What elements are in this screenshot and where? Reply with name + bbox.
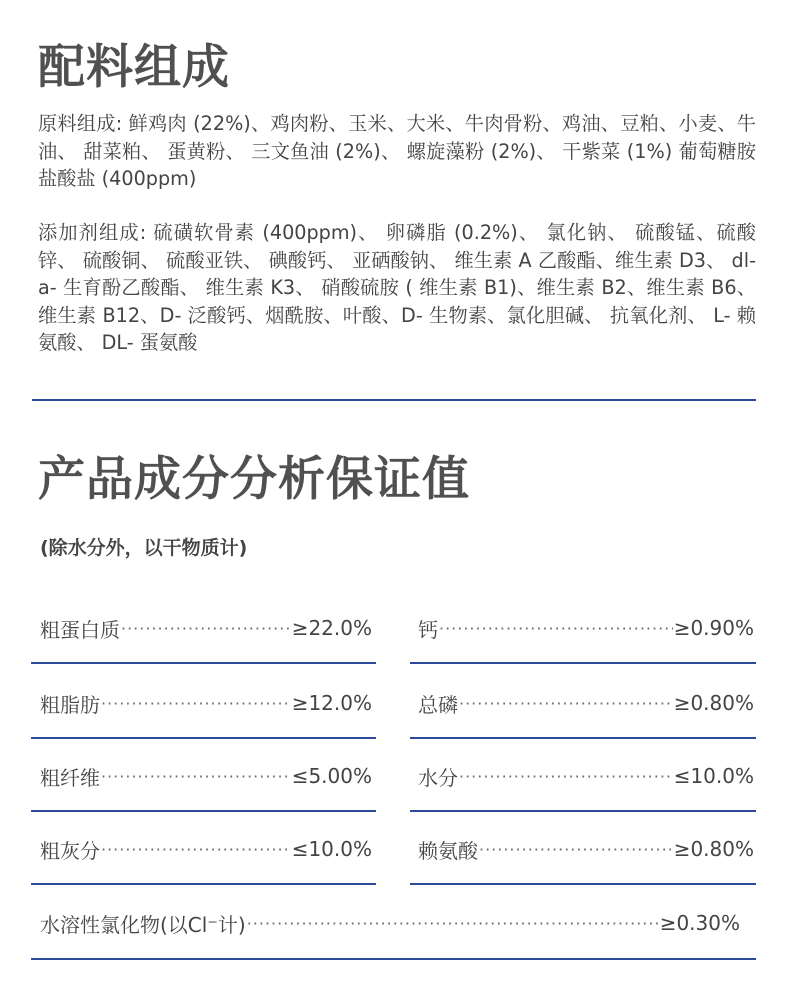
analysis-row-crude-fiber <box>40 756 372 796</box>
section-divider <box>32 399 756 401</box>
row-divider <box>410 810 756 812</box>
analysis-label: 粗纤维 <box>40 765 100 790</box>
analysis-value: ≥0.80% <box>673 691 754 715</box>
row-divider <box>31 958 756 960</box>
analysis-label: 总磷 <box>418 692 458 717</box>
row-divider <box>410 737 756 739</box>
dry-matter-note: (除水分外，以干物质计) <box>40 537 248 559</box>
dot-leader <box>121 619 291 638</box>
row-divider <box>31 883 376 885</box>
row-divider <box>410 883 756 885</box>
analysis-label: 水分 <box>418 765 458 790</box>
analysis-value: ≥22.0% <box>291 616 372 640</box>
analysis-label: 粗蛋白质 <box>40 617 120 642</box>
analysis-row-lysine <box>418 829 754 869</box>
analysis-value: ≥12.0% <box>291 691 372 715</box>
analysis-row-moisture <box>418 756 754 796</box>
dot-leader <box>101 840 291 859</box>
dot-leader <box>101 694 291 713</box>
row-divider <box>31 810 376 812</box>
analysis-row-crude-protein <box>40 608 372 648</box>
row-divider <box>31 662 376 664</box>
analysis-value: ≤10.0% <box>673 764 754 788</box>
analysis-value: ≥0.90% <box>673 616 754 640</box>
analysis-value: ≥0.80% <box>673 837 754 861</box>
analysis-value: ≤10.0% <box>291 837 372 861</box>
analysis-label: 钙 <box>418 617 438 642</box>
analysis-label: 赖氨酸 <box>418 838 478 863</box>
analysis-label: 粗灰分 <box>40 838 100 863</box>
analysis-value: ≥0.30% <box>659 911 740 935</box>
ingredients-title: 配料组成 <box>38 40 230 95</box>
analysis-row-calcium <box>418 608 754 648</box>
dot-leader <box>101 767 291 786</box>
row-divider <box>31 737 376 739</box>
dot-leader <box>247 914 659 933</box>
analysis-label: 粗脂肪 <box>40 692 100 717</box>
dot-leader <box>479 840 673 859</box>
dot-leader <box>459 767 673 786</box>
dot-leader <box>459 694 673 713</box>
analysis-title: 产品成分分析保证值 <box>38 452 470 507</box>
analysis-value: ≤5.00% <box>291 764 372 788</box>
analysis-label: 水溶性氯化物(以Cl⁻计) <box>40 912 246 937</box>
row-divider <box>410 662 756 664</box>
analysis-row-crude-fat <box>40 683 372 723</box>
raw-materials-text: 原料组成: 鲜鸡肉 (22%)、鸡肉粉、玉米、大米、牛肉骨粉、鸡油、豆粕、小麦、牛油、 甜菜粕、 蛋黄粉、 三文鱼油 (2%)、 螺旋藻粉 (2%)、 干紫菜 (1%) 葡萄糖胺盐酸盐 (400ppm) <box>38 112 756 190</box>
analysis-row-total-phosphorus <box>418 683 754 723</box>
analysis-row-water-soluble-chloride <box>40 903 740 943</box>
analysis-row-crude-ash <box>40 829 372 869</box>
additives-text: 添加剂组成: 硫磺软骨素 (400ppm)、 卵磷脂 (0.2%)、 氯化钠、 硫酸锰、硫酸锌、 硫酸铜、 硫酸亚铁、 碘酸钙、 亚硒酸钠、 维生素 A 乙酸酯、维生素 D3、 dl-a- 生育酚乙酸酯、 维生素 K3、 硝酸硫胺 ( 维生素 B1)、维生素 B2、维生素 B6、维生素 B12、D- 泛酸钙、烟酰胺、叶酸、D- 生物素、氯化胆碱、 抗氧化剂、 L- 赖氨酸、 DL- 蛋氨酸 <box>38 221 756 354</box>
dot-leader <box>439 619 673 638</box>
